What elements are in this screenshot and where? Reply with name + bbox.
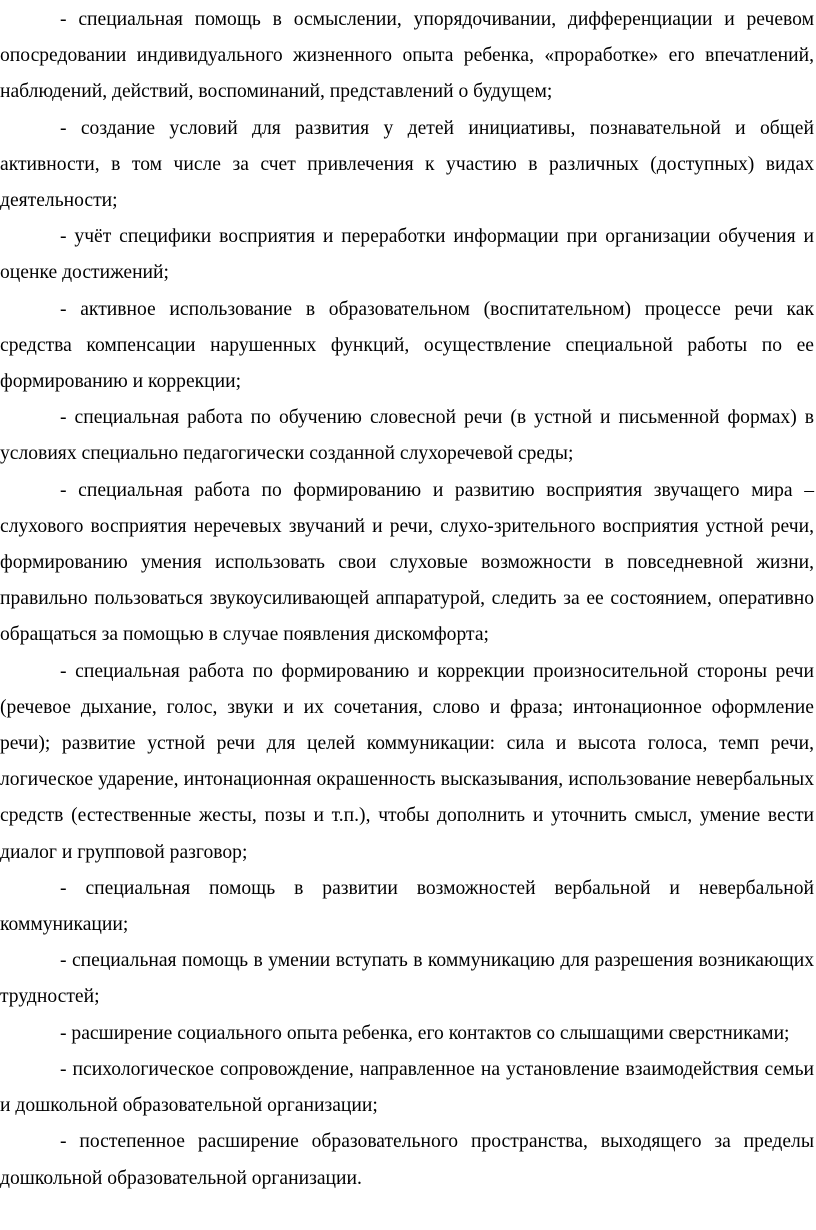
paragraph-5: - специальная работа по обучению словесной речи (в устной и письменной формах) в условиях специально педагогически созданной слухоречевой среды; bbox=[0, 407, 814, 465]
paragraph-9: - специальная помощь в умении вступать в коммуникацию для разрешения возникающих трудностей; bbox=[0, 950, 814, 1008]
paragraph-12: - постепенное расширение образовательного пространства, выходящего за пределы дошкольной образовательной организации. bbox=[0, 1131, 814, 1189]
paragraph-3: - учёт специфики восприятия и переработки информации при организации обучения и оценке достижений; bbox=[0, 226, 814, 284]
paragraph-4: - активное использование в образовательном (воспитательном) процессе речи как средства компенсации нарушенных функций, осуществление специальной работы по ее формированию и коррекции; bbox=[0, 298, 814, 393]
paragraph-11: - психологическое сопровождение, направленное на установление взаимодействия семьи и дошкольной образовательной организации; bbox=[0, 1058, 814, 1117]
paragraph-10: - расширение социального опыта ребенка, его контактов со слышащими сверстниками; bbox=[60, 1022, 790, 1044]
paragraph-8: - специальная помощь в развитии возможностей вербальной и невербальной коммуникации; bbox=[0, 877, 814, 936]
paragraph-6: - специальная работа по формированию и развитию восприятия звучащего мира – слухового восприятия неречевых звучаний и речи, слухо-зрительного восприятия устной речи, формированию умения использовать свои слуховые возможности в повседневной жизни, правильно пользоваться звукоусиливающей аппаратурой, следить за ее состоянием, оперативно обращаться за помощью в случае появления дискомфорта; bbox=[0, 479, 814, 646]
paragraph-2: - создание условий для развития у детей инициативы, познавательной и общей активности, в том числе за счет привлечения к участию в различных (доступных) видах деятельности; bbox=[0, 117, 814, 212]
paragraph-1: - специальная помощь в осмыслении, упорядочивании, дифференциации и речевом опосредовании индивидуального жизненного опыта ребенка, «проработке» его впечатлений, наблюдений, действий, воспоминаний, представлений о будущем; bbox=[0, 9, 814, 103]
paragraph-7: - специальная работа по формированию и коррекции произносительной стороны речи (речевое дыхание, голос, звуки и их сочетания, слово и фраза; интонационное оформление речи); развитие устной речи для целей коммуникации: сила и высота голоса, темп речи, логическое ударение, интонационная окрашенность высказывания, использование невербальных средств (естественные жесты, позы и т.п.), чтобы дополнить и уточнить смысл, умение вести диалог и групповой разговор; bbox=[0, 660, 814, 863]
